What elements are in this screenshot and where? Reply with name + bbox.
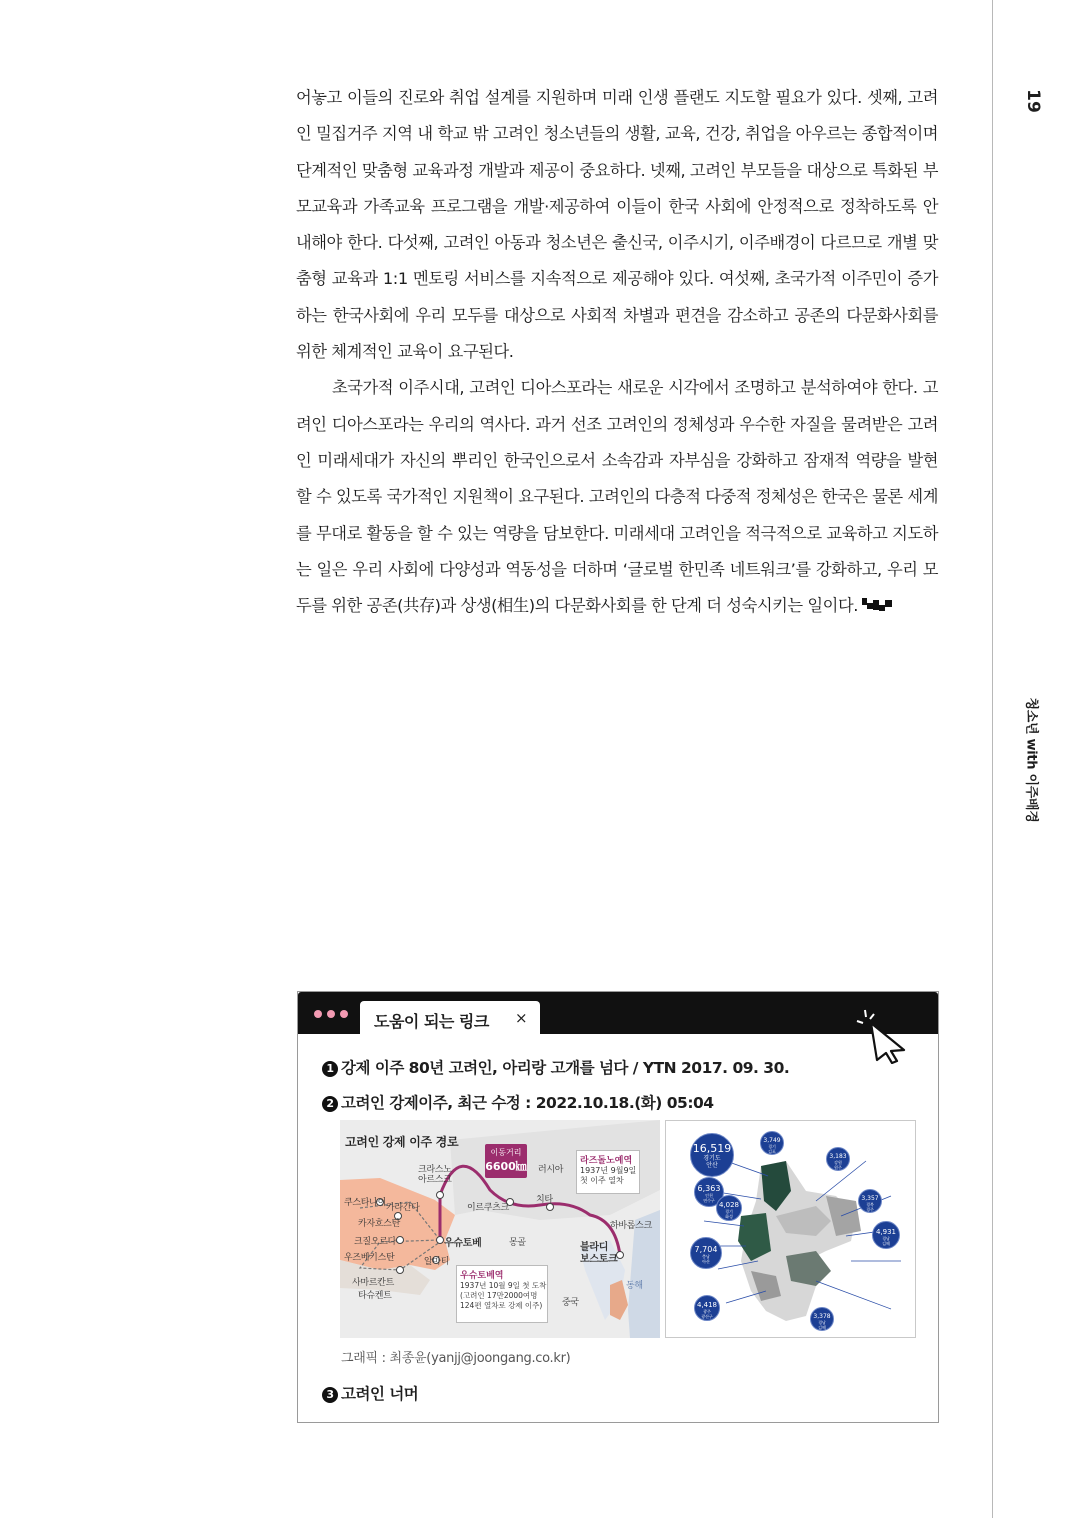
- link-item[interactable]: [322, 1382, 418, 1404]
- stat-bubble: 3,183 강원 원주: [826, 1147, 850, 1171]
- paragraph-text: 초국가적 이주시대, 고려인 디아스포라는 새로운 시각에서 조명하고 분석하여야 한다. 고려인 디아스포라는 우리의 역사다. 과거 선조 고려인의 정체성과 우수한 자질을 물려받은 고려인 미래세대가 자신의 뿌리인 한국인으로서 소속감과 자부심을 강화하고 잠재적 역량을 발현할 수 있도록 국가적인 지원책이 요구된다. 고려인의 다층적 다중적 정체성은 한국은 물론 세계를 무대로 활동을 할 수 있는 역량을 담보한다. 미래세대 고려인을 적극적으로 교육하고 지도하는 일은 우리 사회에 다양성과 역동성을 더하며 ‘글로벌 한민족 네트워크’를 강화하고, 우리 모두를 위한 공존(共存)과 상생(相生)의 다문화사회를 한 단계 더 성숙시키는 일이다.: [296, 378, 938, 616]
- place-label: 카자흐스탄: [358, 1219, 400, 1229]
- link-box-header: [298, 992, 938, 1034]
- stat-bubble: 3,378 경남 김해: [810, 1307, 834, 1331]
- side-title-text: 청소년 with 이주배경: [1023, 697, 1039, 823]
- place-label: 하바롭스크: [610, 1221, 652, 1231]
- place-label: 중국: [562, 1298, 579, 1308]
- place-label: 몽골: [509, 1238, 526, 1248]
- stat-bubble: 6,363 인천 연수구: [694, 1177, 724, 1207]
- callout-text: 1937년 9월9일 첫 이주 열차: [580, 1166, 637, 1185]
- close-icon[interactable]: ×: [515, 1009, 528, 1027]
- distance-label: 이동거리: [490, 1148, 522, 1157]
- migration-route-map: [340, 1120, 660, 1338]
- link-text: 고려인 너머: [341, 1385, 419, 1403]
- link-text: 강제 이주 80년 고려인, 아리랑 고개를 넘다 / YTN 2017. 09. 30.: [341, 1059, 790, 1077]
- place-label: 사마르칸트: [352, 1278, 394, 1288]
- place-label: 이르쿠츠크: [467, 1203, 509, 1213]
- stat-bubble: 3,749 경기 김포: [760, 1131, 784, 1155]
- place-label: 동해: [626, 1281, 643, 1291]
- map-title: 고려인 강제 이주 경로: [345, 1135, 459, 1149]
- margin-rule: [992, 0, 993, 1518]
- tab-label: 도움이 되는 링크: [374, 1012, 489, 1031]
- cursor-icon: [848, 1004, 918, 1064]
- link-text: 고려인 강제이주, 최근 수정 : 2022.10.18.(화) 05:04: [341, 1094, 714, 1112]
- callout-title: 라즈돌노예역: [580, 1156, 633, 1166]
- callout-title: 우슈토베역: [460, 1271, 504, 1281]
- place-label: 크질오르다: [354, 1237, 396, 1247]
- place-label: 쿠스타나이: [344, 1198, 386, 1208]
- razdolnoe-callout: [576, 1150, 640, 1194]
- page-number: [1013, 86, 1053, 116]
- distance-badge: [485, 1144, 527, 1178]
- dot-icon: [340, 1010, 348, 1018]
- link-item[interactable]: [322, 1091, 714, 1113]
- place-label: 카라간다: [386, 1203, 420, 1213]
- end-mark-icon: [862, 598, 894, 612]
- page-number-text: 19: [1023, 89, 1043, 113]
- side-running-title: [1013, 690, 1053, 830]
- callout-text: 1937년 10월 9일 첫 도착 (고려인 17만2000여명 124편 열차로 강제 이주): [460, 1281, 547, 1310]
- stat-bubble: 7,704 충남 아산: [690, 1237, 722, 1269]
- stat-bubble: 3,357 경북 경주: [858, 1189, 882, 1213]
- place-label: 타슈켄트: [358, 1291, 392, 1301]
- paragraph: [296, 370, 938, 624]
- dot-icon: [327, 1010, 335, 1018]
- place-label: 블라디 보스토크: [580, 1242, 618, 1265]
- paragraph: 어놓고 이들의 진로와 취업 설계를 지원하며 미래 인생 플랜도 지도할 필요가 있다. 셋째, 고려인 밀집거주 지역 내 학교 밖 고려인 청소년들의 생활, 교육, 건강, 취업을 아우르는 종합적이며 단계적인 맞춤형 교육과정 개발과 제공이 중요하다. 넷째, 고려인 부모들을 대상으로 특화된 부모교육과 가족교육 프로그램을 개발·제공하여 이들이 한국 사회에 안정적으로 정착하도록 안내해야 한다. 다섯째, 고려인 아동과 청소년은 출신국, 이주시기, 이주배경이 다르므로 개별 맞춤형 교육과 1:1 멘토링 서비스를 지속적으로 제공해야 있다. 여섯째, 초국가적 이주민이 증가하는 한국사회에 우리 모두를 대상으로 사회적 차별과 편견을 감소하고 공존의 다문화사회를 위한 체계적인 교육이 요구된다.: [296, 88, 938, 362]
- place-label: 치타: [536, 1195, 553, 1205]
- distance-value: 6600㎞: [485, 1160, 527, 1173]
- number-badge: 2: [322, 1096, 338, 1112]
- helpful-links-box: [297, 991, 939, 1423]
- stat-bubble: 4,931 경남 김해: [872, 1221, 900, 1249]
- graphic-credit: 그래픽 : 최종윤(yanjj@joongang.co.kr): [341, 1351, 571, 1366]
- body-text: [296, 80, 938, 624]
- stat-bubble: 4,418 광주 광산구: [694, 1295, 720, 1321]
- place-label: 우즈베키스탄: [344, 1253, 395, 1263]
- place-label: 우슈토베: [444, 1238, 482, 1249]
- place-label: 크라스노 아르스크: [418, 1165, 452, 1185]
- number-badge: 3: [322, 1387, 338, 1403]
- place-label: 알마티: [424, 1257, 450, 1267]
- link-item[interactable]: [322, 1056, 789, 1078]
- link-box-tab[interactable]: [360, 1001, 540, 1034]
- place-label: 러시아: [538, 1165, 564, 1175]
- stat-bubble: 16,519 경기도 안산: [690, 1133, 734, 1177]
- dot-icon: [314, 1010, 322, 1018]
- stat-bubble: 4,028 경기 화성: [716, 1195, 742, 1221]
- distribution-map: [665, 1120, 916, 1338]
- ushtobe-callout: [456, 1265, 548, 1323]
- number-badge: 1: [322, 1061, 338, 1077]
